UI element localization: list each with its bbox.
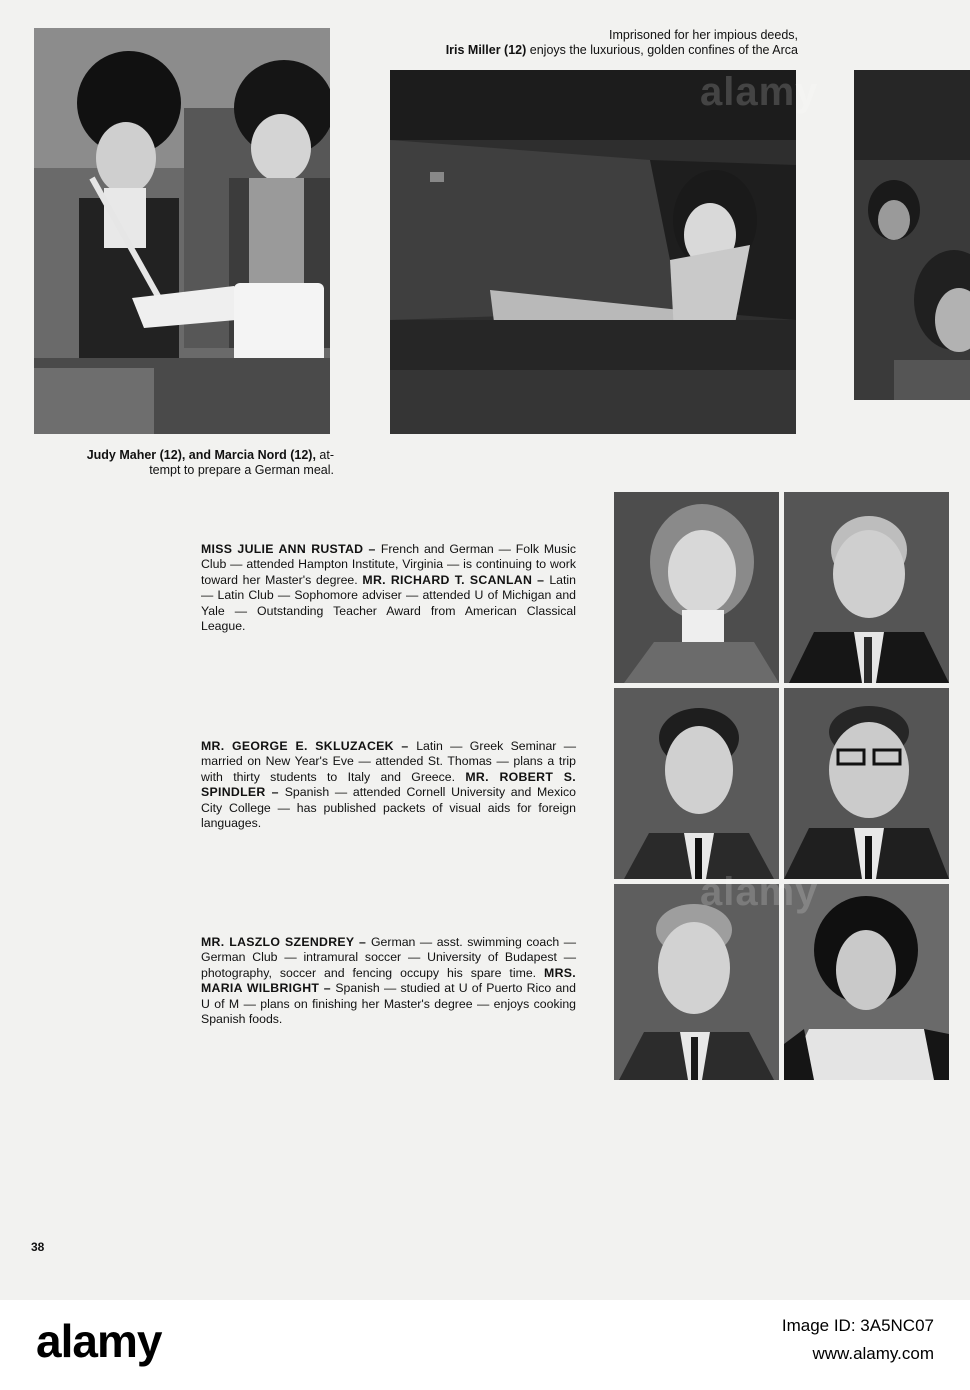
portrait-spindler bbox=[784, 688, 949, 879]
faculty-name-szendrey: MR. LASZLO SZENDREY – bbox=[201, 935, 371, 949]
faculty-text-rustad: French and German — Folk Music Club — attended Hampton Institute, Virginia — is continuing to work toward her Master's degree. bbox=[201, 542, 577, 587]
chest-caption-line1: Imprisoned for her impious deeds, bbox=[609, 28, 798, 42]
cooking-photo bbox=[34, 28, 330, 434]
chest-photo bbox=[390, 70, 796, 434]
chest-caption bbox=[380, 28, 798, 58]
watermark-portraits: alamy bbox=[700, 870, 819, 914]
page-number: 38 bbox=[31, 1240, 45, 1254]
chest-caption-text: enjoys the luxurious, golden confines of the Arca bbox=[529, 43, 798, 57]
portrait-rustad bbox=[614, 492, 779, 683]
alamy-logo: alamy bbox=[36, 1315, 162, 1367]
faculty-text-spindler: Spanish — attended Cornell University and Mexico City College — has published packets of visual aids for foreign languages. bbox=[201, 785, 576, 831]
cooking-caption-names: Judy Maher (12), and Marcia Nord (12), bbox=[86, 448, 316, 462]
chest-caption-name: Iris Miller (12) bbox=[445, 43, 527, 57]
image-id: Image ID: 3A5NC07 bbox=[781, 1316, 934, 1335]
cooking-caption-text: at- bbox=[319, 448, 334, 462]
faculty-text-skluzacek: Latin — Greek Seminar — married on New Year's Eve — attended St. Thomas — plans a trip with thirty students to Italy and Greece. bbox=[201, 739, 577, 784]
classroom-photo bbox=[854, 70, 970, 400]
faculty-name-wilbright: MRS. MARIA WILBRIGHT – bbox=[201, 965, 576, 996]
watermark-chest: alamy bbox=[700, 70, 819, 114]
faculty-text-scanlan: Latin — Latin Club — Sophomore adviser — attended U of Michigan and Yale — Outstanding Teacher Award from American Classical League. bbox=[201, 572, 576, 634]
faculty-name-spindler: MR. ROBERT S. SPINDLER – bbox=[201, 769, 577, 800]
cooking-caption bbox=[34, 448, 334, 478]
portrait-skluzacek bbox=[614, 688, 779, 879]
faculty-name-scanlan: MR. RICHARD T. SCANLAN – bbox=[362, 572, 550, 587]
faculty-name-rustad: MISS JULIE ANN RUSTAD – bbox=[201, 542, 381, 556]
faculty-bio-rustad-scanlan bbox=[201, 542, 576, 634]
portrait-scanlan bbox=[784, 492, 949, 683]
cooking-caption-text-2: tempt to prepare a German meal. bbox=[149, 463, 334, 477]
stock-footer bbox=[0, 1300, 970, 1390]
faculty-bio-skluzacek-spindler bbox=[201, 739, 576, 831]
site-url[interactable]: www.alamy.com bbox=[812, 1344, 934, 1363]
faculty-text-szendrey: German — asst. swimming coach — German Club — intramural soccer — University of Budapest — photography, soccer and fencing occupy his spare time. bbox=[201, 935, 576, 980]
faculty-bio-szendrey-wilbright bbox=[201, 935, 576, 1027]
faculty-name-skluzacek: MR. GEORGE E. SKLUZACEK – bbox=[201, 739, 417, 753]
faculty-text-wilbright: Spanish — studied at U of Puerto Rico and U of M — plans on finishing her Master's degree — enjoys cooking Spanish foods. bbox=[201, 981, 576, 1027]
